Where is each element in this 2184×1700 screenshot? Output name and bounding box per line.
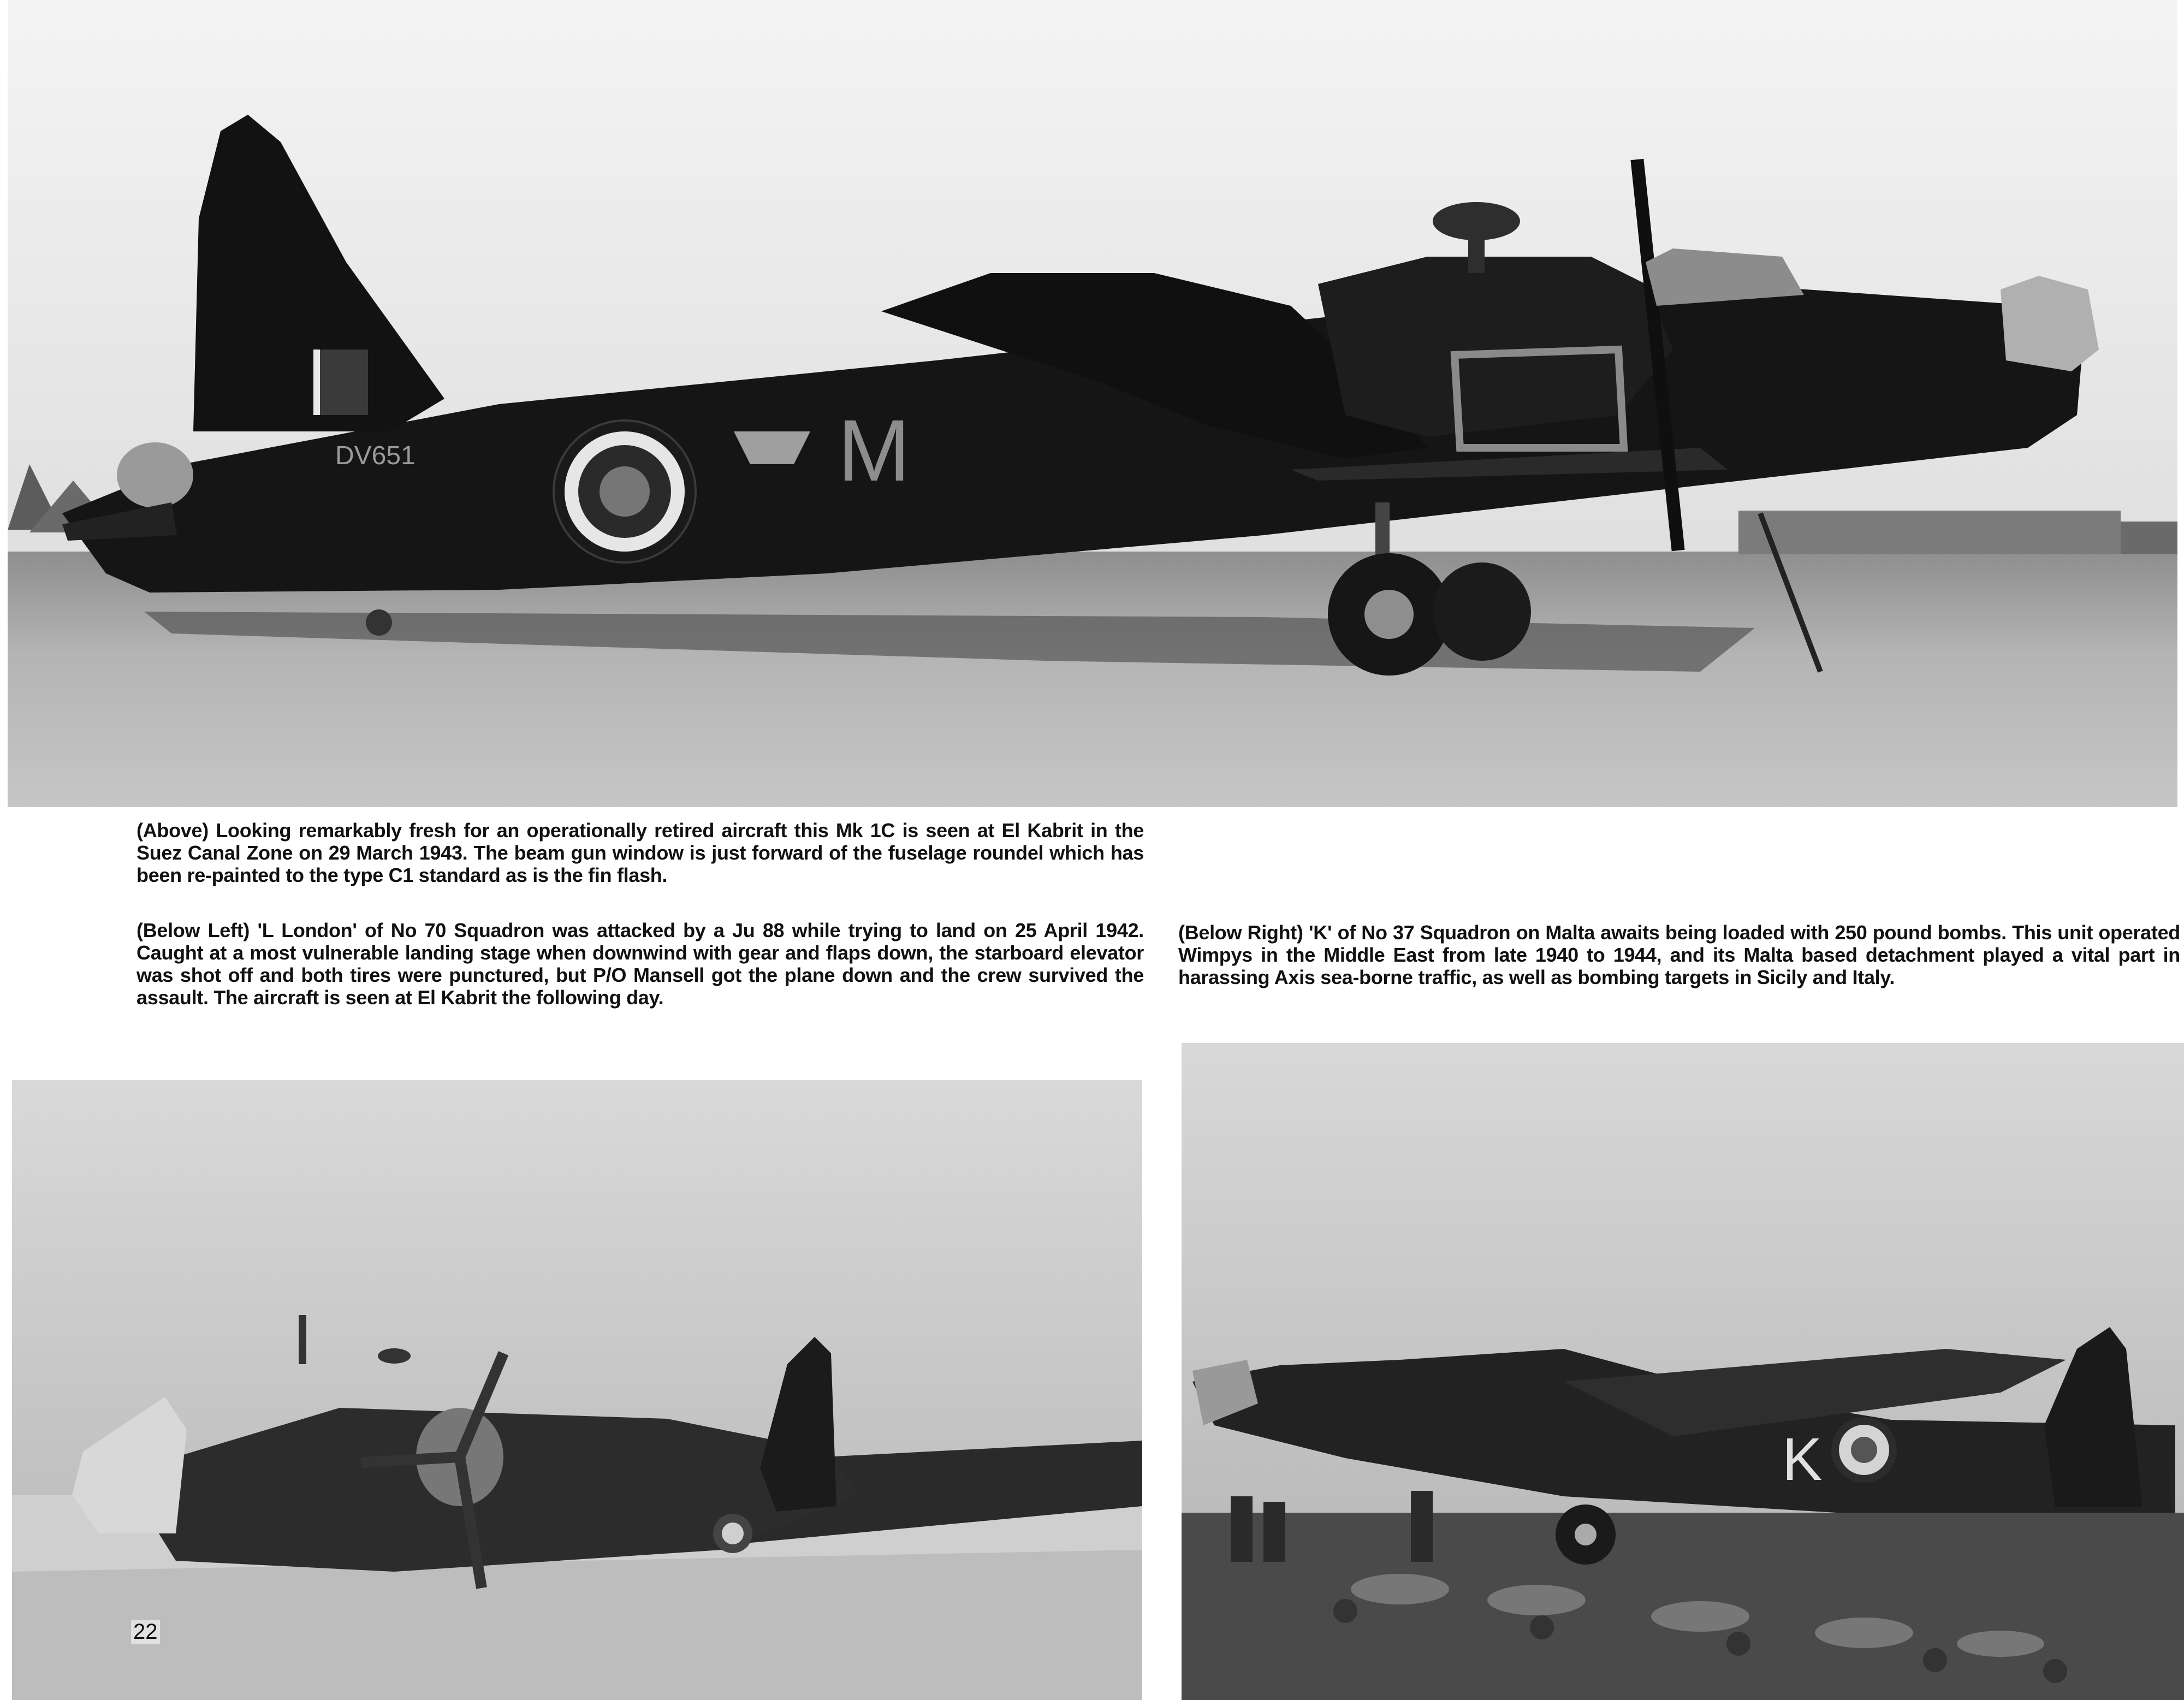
photo-bottom-left-l-london [12,1080,1142,1700]
photo-top-wellington-dv651 [8,0,2177,807]
caption-above: (Above) Looking remarkably fresh for an operationally retired aircraft this Mk 1C is seen at El Kabrit in the Suez Canal Zone on 29 March 1943. The beam gun window is just forward of the fuselage roundel which has been re-painted to the type C1 standard as is the fin flash. [136,819,1144,886]
page-number: 22 [131,1620,160,1644]
caption-below-right: (Below Right) 'K' of No 37 Squadron on Malta awaits being loaded with 250 pound bombs. This unit operated Wimpys in the Middle East from late 1940 to 1944, and its Malta based detachment played a vital part in harassing Axis sea-borne traffic, as well as bombing targets in Sicily and Italy. [1178,921,2180,988]
squadron-letter-marking: M [838,401,911,499]
code-letter-marking: K [1782,1426,1823,1493]
caption-below-left: (Below Left) 'L London' of No 70 Squadron was attacked by a Ju 88 while trying to land on 25 April 1942. Caught at a most vulnerable landing stage when downwind with gear and flaps down, the starboard elevator was shot off and both tires were punctured, but P/O Mansell got the plane down and the crew survived the assault. The aircraft is seen at El Kabrit the following day. [136,919,1144,1009]
serial-marking: DV651 [335,441,416,470]
photo-bottom-right-k-37-squadron [1182,1043,2184,1700]
